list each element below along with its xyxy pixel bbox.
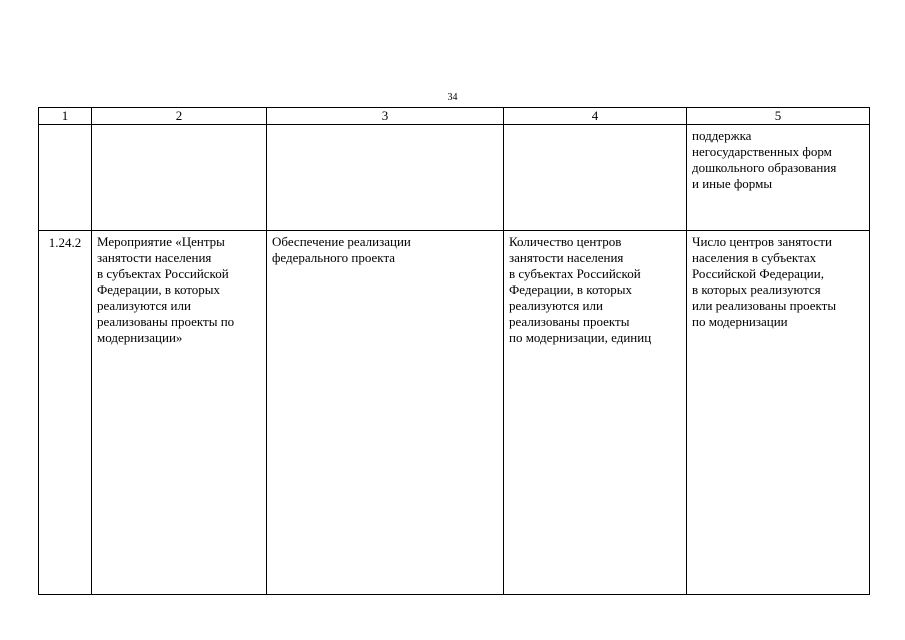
column-header-1: 1 bbox=[39, 108, 92, 125]
table-header-row bbox=[39, 108, 870, 125]
row-number-cell bbox=[39, 231, 92, 595]
table-row-continuation bbox=[39, 125, 870, 231]
measure-name-cell bbox=[92, 231, 267, 595]
measure-name: Мероприятие «Центры занятости населения в субъектах Российской Федерации, в которых реализуются или реализованы проекты по модернизации» bbox=[97, 234, 235, 345]
measure-purpose-cell bbox=[267, 231, 504, 595]
cell-text bbox=[92, 125, 266, 128]
cell-text: поддержка негосударственных форм дошкольного образования и иные формы bbox=[692, 128, 837, 191]
cell-text bbox=[504, 125, 686, 128]
indicator-cell bbox=[504, 231, 687, 595]
cell-text bbox=[267, 125, 503, 128]
table-row-1-24-2 bbox=[39, 231, 870, 595]
column-header-4: 4 bbox=[504, 108, 687, 125]
indicator-description: Число центров занятости населения в субъектах Российской Федерации, в которых реализуются или реализованы проекты по модернизации bbox=[692, 234, 837, 329]
indicator-text: Количество центров занятости населения в субъектах Российской Федерации, в которых реализуются или реализованы проекты по модернизации, единиц bbox=[509, 234, 652, 345]
document-table bbox=[38, 107, 870, 595]
table-cell bbox=[687, 125, 870, 231]
page-number: 34 bbox=[447, 92, 458, 103]
column-header-3: 3 bbox=[267, 108, 504, 125]
table-cell bbox=[39, 125, 92, 231]
indicator-description-cell bbox=[687, 231, 870, 595]
table-cell bbox=[92, 125, 267, 231]
cell-text bbox=[39, 125, 91, 129]
measure-purpose: Обеспечение реализации федерального проекта bbox=[272, 234, 411, 265]
column-header-5: 5 bbox=[687, 108, 870, 125]
table-cell bbox=[267, 125, 504, 231]
row-number: 1.24.2 bbox=[48, 235, 82, 250]
column-header-2: 2 bbox=[92, 108, 267, 125]
table-cell bbox=[504, 125, 687, 231]
